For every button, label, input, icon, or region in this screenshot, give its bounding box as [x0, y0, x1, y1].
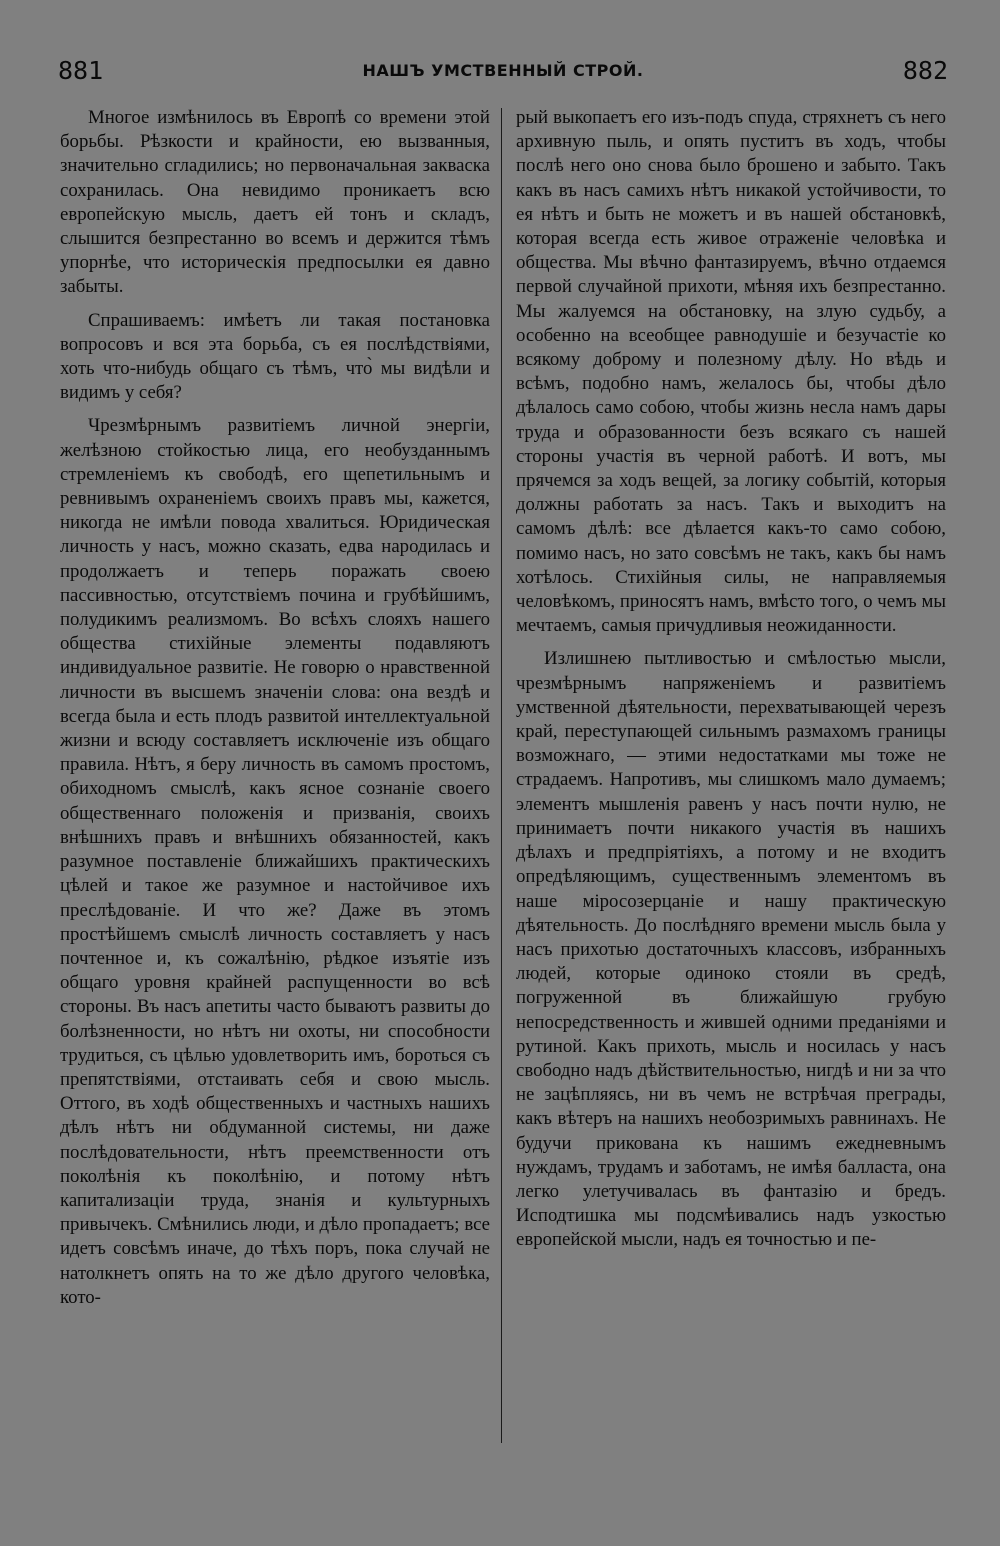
page-header [58, 56, 948, 90]
paragraph-continuation: рый выкопаетъ его изъ-подъ спуда, стряхнетъ съ него архивную пыль, и опять пуститъ въ ходъ, чтобы послѣ него оно снова было брошено и забыто. Такъ какъ въ насъ самихъ нѣтъ никакой устойчивости, то ея нѣтъ и быть не можетъ и въ нашей обстановкѣ, которая всегда есть живое отраженіе человѣка и общества. Мы вѣчно фантазируемъ, вѣчно отдаемся первой случайной прихоти, мѣняя ихъ безпрестанно. Мы жалуемся на обстановку, на злую судьбу, а особенно на всеобщее равнодушіе и безучастіе ко всякому доброму и полезному дѣлу. Но вѣдь и всѣмъ, подобно намъ, желалось бы, чтобы дѣло дѣлалось само собою, чтобы жизнь несла намъ дары труда и образованности безъ всякаго съ нашей стороны участія въ черной работѣ. И вотъ, мы прячемся за ходъ вещей, за логику событій, которыя должны работать за насъ. Такъ и выходитъ на самомъ дѣлѣ: все дѣлается какъ-то само собою, помимо насъ, но зато совсѣмъ не такъ, какъ бы намъ хотѣлось. Стихійныя силы, не направляемыя человѣкомъ, приносятъ намъ, вмѣсто того, о чемъ мы мечтаемъ, самыя причудливыя неожиданности. [516, 107, 946, 637]
paragraph: Спрашиваемъ: имѣетъ ли такая постановка вопросовъ и вся эта борьба, съ ея послѣдствіями, хоть что-нибудь общаго съ тѣмъ, что̀ мы видѣли и видимъ у себя? [60, 309, 490, 404]
paragraph: Многое измѣнилось въ Европѣ со времени этой борьбы. Рѣзкости и крайности, ею вызванныя, значительно сгладились; но первоначальная закваска сохранилась. Она невидимо проникаетъ всю европейскую мысль, даетъ ей тонъ и складъ, слышится безпрестанно во всемъ и держится тѣмъ упорнѣе, что историческія предпосылки ея давно забыты. [60, 107, 490, 298]
page-number-left: 881 [58, 56, 104, 85]
running-title: НАШЪ УМСТВЕННЫЙ СТРОЙ. [362, 61, 644, 80]
page-number-right: 882 [902, 56, 948, 85]
left-column [60, 106, 490, 1506]
right-column [516, 106, 946, 1506]
paragraph: Излишнею пытливостью и смѣлостью мысли, чрезмѣрнымъ напряженіемъ и развитіемъ умственной дѣятельности, перехватывающей черезъ край, переступающей сильнымъ размахомъ границы возможнаго, — этими недостатками мы тоже не страдаемъ. Напротивъ, мы слишкомъ мало думаемъ; элементъ мышленія равенъ у насъ почти нулю, не принимаетъ почти никакого участія въ нашихъ дѣлахъ и предпріятіяхъ, а потому и не входитъ опредѣляющимъ, существеннымъ элементомъ въ наше міросозерцаніе и нашу практическую дѣятельность. До послѣдняго времени мысль была у насъ прихотью достаточныхъ классовъ, избранныхъ людей, которые одиноко стояли въ средѣ, погруженной въ ближайшую грубую непосредственность и жившей одними преданіями и рутиной. Какъ прихоть, мысль и носилась у насъ свободно надъ дѣйствительностью, нигдѣ и ни за что не зацѣпляясь, ни въ чемъ не встрѣчая преграды, какъ вѣтеръ на нашихъ необозримыхъ равнинахъ. Не будучи прикована къ нашимъ ежедневнымъ нуждамъ, трудамъ и заботамъ, не имѣя балласта, она легко улетучивалась въ фантазію и бредъ. Исподтишка мы подсмѣивались надъ узкостью европейской мысли, надъ ея точностью и пе- [516, 648, 946, 1251]
paragraph: Чрезмѣрнымъ развитіемъ личной энергіи, желѣзною стойкостью лица, его необузданнымъ стремленіемъ къ свободѣ, его щепетильнымъ и ревнивымъ охраненіемъ своихъ правъ мы, кажется, никогда не имѣли повода хвалиться. Юридическая личность у насъ, можно сказать, едва народилась и продолжаетъ и теперь поражать своею пассивностью, отсутствіемъ почина и грубѣйшимъ, полудикимъ реализмомъ. Во всѣхъ слояхъ нашего общества стихійные элементы подавляютъ индивидуальное развитіе. Не говорю о нравственной личности въ высшемъ значеніи слова: она вездѣ и всегда была и есть плодъ развитой интеллектуальной жизни и всюду составляетъ исключеніе изъ общаго правила. Нѣтъ, я беру личность въ самомъ простомъ, обиходномъ смыслѣ, какъ ясное сознаніе своего общественнаго положенія и призванія, своихъ внѣшнихъ правъ и внѣшнихъ обязанностей, какъ разумное поставленіе ближайшихъ практическихъ цѣлей и такое же разумное и настойчивое ихъ преслѣдованіе. И что же? Даже въ этомъ простѣйшемъ смыслѣ личность составляетъ у насъ почтенное и, къ сожалѣнію, рѣдкое изъятіе изъ общаго уровня крайней распущенности во всѣ стороны. Въ насъ апетиты часто бываютъ развиты до болѣзненности, но нѣтъ ни охоты, ни способности трудиться, съ цѣлью удовлетворить имъ, бороться съ препятствіями, отстаивать себя и свою мысль. Оттого, въ ходѣ общественныхъ и частныхъ нашихъ дѣлъ нѣтъ ни обдуманной системы, ни даже послѣдовательности, нѣтъ преемственности отъ поколѣнія къ поколѣнію, и потому нѣтъ капитализаціи труда, знанія и культурныхъ привычекъ. Смѣнились люди, и дѣло пропадаетъ; все идетъ совсѣмъ иначе, до тѣхъ поръ, пока случай не натолкнетъ опять на то же дѣло другого человѣка, кото- [60, 415, 490, 1308]
column-divider [501, 108, 502, 1443]
